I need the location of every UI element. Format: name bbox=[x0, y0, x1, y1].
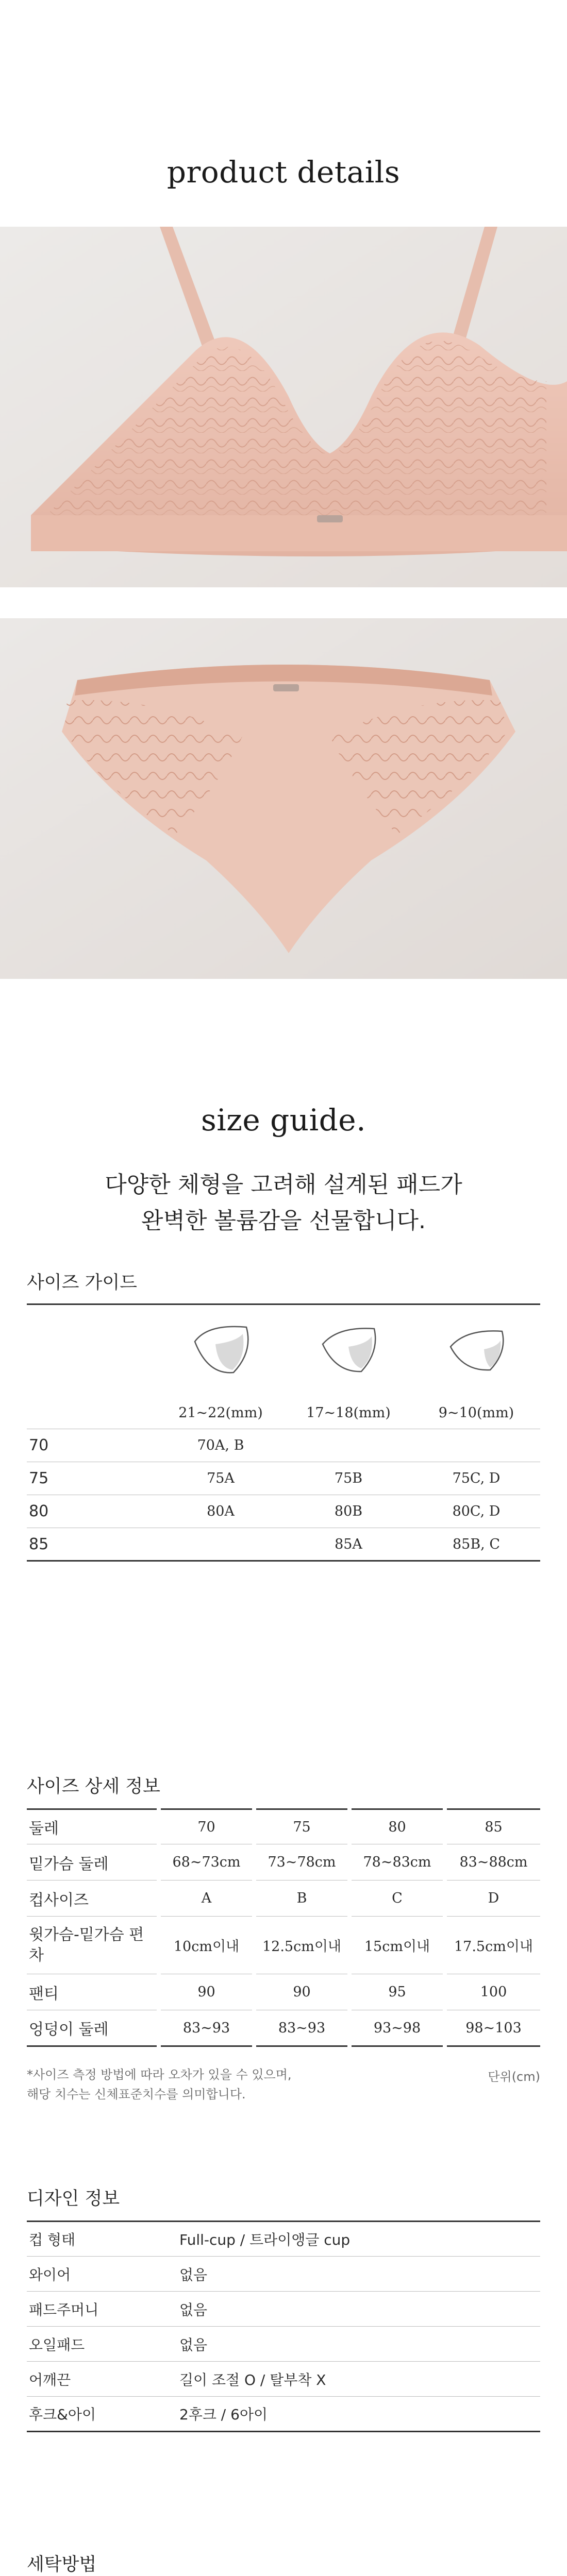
row-value: 없음 bbox=[159, 2292, 540, 2327]
row-value: 길이 조절 O / 탈부착 X bbox=[159, 2362, 540, 2397]
size-cell: 85B, C bbox=[412, 1528, 540, 1561]
table-row bbox=[27, 1495, 540, 1528]
detail-cell: 100 bbox=[445, 1974, 540, 2010]
note-line: *사이즈 측정 방법에 따라 오차가 있을 수 있으며, bbox=[27, 2067, 292, 2082]
detail-cell: 12.5cm이내 bbox=[254, 1917, 349, 1974]
cup-depth-row bbox=[27, 1397, 540, 1429]
detail-cell: 80 bbox=[349, 1809, 445, 1844]
row-value: 2후크 / 6아이 bbox=[159, 2397, 540, 2432]
table-row bbox=[27, 1974, 540, 2010]
cup-depth: 21~22(mm) bbox=[178, 1404, 263, 1421]
detail-cell: 83~88cm bbox=[445, 1844, 540, 1880]
cup-shape-deep bbox=[157, 1304, 285, 1397]
detail-cell: 83~93 bbox=[254, 2010, 349, 2046]
note-line: 해당 치수는 신체표준치수를 의미합니다. bbox=[27, 2087, 246, 2102]
table-row bbox=[27, 1880, 540, 1917]
row-label: 둘레 bbox=[27, 1809, 159, 1844]
cup-shape-row bbox=[27, 1304, 540, 1397]
detail-cell: 17.5cm이내 bbox=[445, 1917, 540, 1974]
row-label: 컵사이즈 bbox=[27, 1880, 159, 1917]
detail-cell: 15cm이내 bbox=[349, 1917, 445, 1974]
detail-cell: 93~98 bbox=[349, 2010, 445, 2046]
size-cell: 85A bbox=[285, 1528, 412, 1561]
size-guide-table bbox=[27, 1303, 540, 1562]
thin-cup-icon bbox=[443, 1321, 510, 1378]
row-label: 팬티 bbox=[27, 1974, 159, 2010]
row-label: 밑가슴 둘레 bbox=[27, 1844, 159, 1880]
intro-line: 다양한 체형을 고려해 설계된 패드가 bbox=[105, 1172, 462, 1198]
detail-cell: 78~83cm bbox=[349, 1844, 445, 1880]
row-value: 없음 bbox=[159, 2327, 540, 2362]
table-row bbox=[27, 1462, 540, 1495]
intro-line: 완벽한 볼륨감을 선물합니다. bbox=[141, 1208, 426, 1234]
size-detail-heading: 사이즈 상세 정보 bbox=[27, 1776, 160, 1797]
detail-cell: 85 bbox=[445, 1809, 540, 1844]
row-label: 오일패드 bbox=[27, 2327, 159, 2362]
table-row bbox=[27, 2222, 540, 2257]
size-cell: 80B bbox=[285, 1495, 412, 1528]
row-label: 어깨끈 bbox=[27, 2362, 159, 2397]
detail-cell: 83~93 bbox=[159, 2010, 254, 2046]
panty-photo bbox=[0, 618, 567, 979]
cup-depth: 17~18(mm) bbox=[306, 1404, 391, 1421]
table-row bbox=[27, 1844, 540, 1880]
size-detail-table bbox=[27, 1808, 540, 2047]
size-note bbox=[27, 2065, 292, 2104]
detail-cell: C bbox=[349, 1880, 445, 1917]
row-label: 윗가슴-밑가슴 편차 bbox=[27, 1917, 159, 1974]
row-label: 패드주머니 bbox=[27, 2292, 159, 2327]
detail-cell: 68~73cm bbox=[159, 1844, 254, 1880]
table-row bbox=[27, 2327, 540, 2362]
size-cell: 75A bbox=[157, 1462, 285, 1495]
size-guide-title: size guide. bbox=[201, 1103, 366, 1138]
row-label: 후크&아이 bbox=[27, 2397, 159, 2432]
bra-photo bbox=[0, 227, 567, 587]
detail-cell: B bbox=[254, 1880, 349, 1917]
design-heading: 디자인 정보 bbox=[27, 2189, 120, 2209]
size-guide-heading: 사이즈 가이드 bbox=[27, 1273, 137, 1293]
size-cell bbox=[157, 1528, 285, 1561]
table-row bbox=[27, 2397, 540, 2432]
detail-cell: 90 bbox=[159, 1974, 254, 2010]
table-row bbox=[27, 2362, 540, 2397]
table-row bbox=[27, 2292, 540, 2327]
cup-shape-medium bbox=[285, 1304, 412, 1397]
detail-cell: 10cm이내 bbox=[159, 1917, 254, 1974]
detail-cell: 95 bbox=[349, 1974, 445, 2010]
row-label: 와이어 bbox=[27, 2257, 159, 2292]
detail-cell: 73~78cm bbox=[254, 1844, 349, 1880]
detail-cell: 75 bbox=[254, 1809, 349, 1844]
size-cell: 80A bbox=[157, 1495, 285, 1528]
medium-cup-icon bbox=[315, 1321, 382, 1378]
table-row bbox=[27, 1429, 540, 1462]
cup-shape-thin bbox=[412, 1304, 540, 1397]
size-cell: 75C, D bbox=[412, 1462, 540, 1495]
design-table bbox=[27, 2221, 540, 2432]
row-value: Full-cup / 트라이앵글 cup bbox=[159, 2222, 540, 2257]
detail-cell: A bbox=[159, 1880, 254, 1917]
detail-cell: 70 bbox=[159, 1809, 254, 1844]
table-row bbox=[27, 1528, 540, 1561]
band-size: 70 bbox=[27, 1429, 157, 1462]
detail-cell: 98~103 bbox=[445, 2010, 540, 2046]
size-cell: 75B bbox=[285, 1462, 412, 1495]
washing-heading: 세탁방법 bbox=[27, 2554, 97, 2575]
unit-label: 단위(cm) bbox=[488, 2070, 540, 2084]
row-label: 컵 형태 bbox=[27, 2222, 159, 2257]
detail-cell: 90 bbox=[254, 1974, 349, 2010]
bra-illustration bbox=[0, 227, 567, 587]
intro-text bbox=[0, 1167, 567, 1239]
table-row bbox=[27, 2010, 540, 2046]
row-label: 엉덩이 둘레 bbox=[27, 2010, 159, 2046]
size-cell bbox=[285, 1429, 412, 1462]
deep-cup-icon bbox=[187, 1321, 254, 1378]
table-row bbox=[27, 1809, 540, 1844]
detail-cell: D bbox=[445, 1880, 540, 1917]
band-size: 85 bbox=[27, 1528, 157, 1561]
band-size: 75 bbox=[27, 1462, 157, 1495]
table-row bbox=[27, 2257, 540, 2292]
panty-illustration bbox=[0, 618, 567, 979]
size-cell: 70A, B bbox=[157, 1429, 285, 1462]
table-row bbox=[27, 1917, 540, 1974]
band-size: 80 bbox=[27, 1495, 157, 1528]
details-title: product details bbox=[166, 155, 401, 190]
size-cell: 80C, D bbox=[412, 1495, 540, 1528]
size-cell bbox=[412, 1429, 540, 1462]
row-value: 없음 bbox=[159, 2257, 540, 2292]
cup-depth: 9~10(mm) bbox=[438, 1404, 514, 1421]
